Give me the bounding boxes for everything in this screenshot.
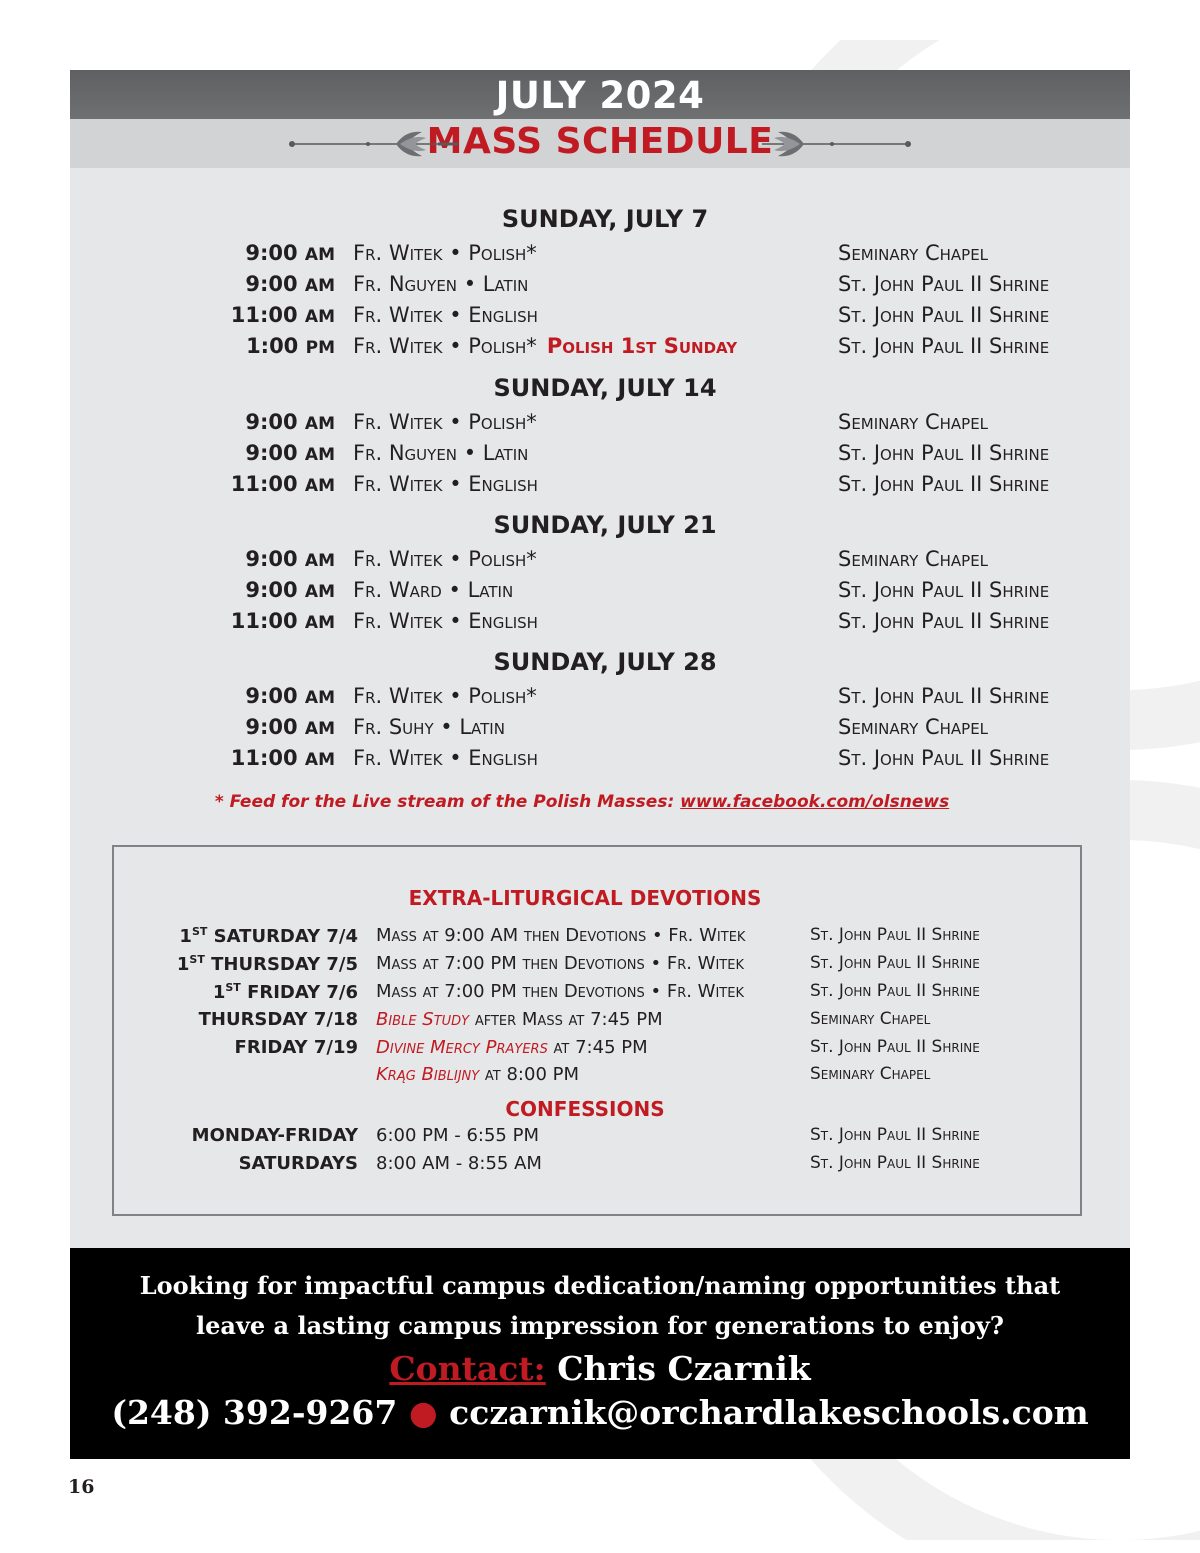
mass-time: 9:00 AM xyxy=(245,684,335,708)
devotion-row xyxy=(0,953,1200,979)
mass-row xyxy=(0,441,1200,471)
livestream-note: * Feed for the Live stream of the Polish Masses: www.facebook.com/olsnews xyxy=(214,792,950,812)
promo-contact xyxy=(70,1349,1130,1388)
mass-row xyxy=(0,715,1200,745)
month-title: JULY 2024 xyxy=(495,74,705,117)
facebook-link[interactable]: www.facebook.com/olsnews xyxy=(680,792,950,812)
mass-row xyxy=(0,609,1200,639)
devotion-location: Seminary Chapel xyxy=(810,1009,931,1029)
mass-row xyxy=(0,410,1200,440)
left-ornament-icon xyxy=(288,124,508,164)
contact-phone[interactable]: (248) 392-9267 xyxy=(111,1393,398,1432)
devotion-row xyxy=(0,1009,1200,1035)
mass-celebrant: Fr. Ward • Latin xyxy=(353,578,514,602)
mass-celebrant: Fr. Witek • Polish* xyxy=(353,684,537,708)
mass-time: 9:00 AM xyxy=(245,272,335,296)
devotion-label: 1ST FRIDAY 7/6 xyxy=(212,981,358,1003)
promo-banner xyxy=(70,1248,1130,1459)
devotion-desc: Mass at 9:00 AM then Devotions • Fr. Witek xyxy=(376,925,746,946)
mass-row xyxy=(0,334,1200,364)
mass-time: 11:00 AM xyxy=(230,303,335,327)
mass-time: 9:00 AM xyxy=(245,578,335,602)
day-heading: SUNDAY, JULY 14 xyxy=(493,374,717,402)
mass-celebrant: Fr. Suhy • Latin xyxy=(353,715,505,739)
confession-time: 6:00 PM - 6:55 PM xyxy=(376,1125,539,1146)
day-heading: SUNDAY, JULY 21 xyxy=(493,511,717,539)
devotion-label: 1ST THURSDAY 7/5 xyxy=(176,953,358,975)
mass-time: 11:00 AM xyxy=(230,746,335,770)
mass-celebrant: Fr. Witek • Polish* xyxy=(353,241,537,265)
devotion-location: Seminary Chapel xyxy=(810,1064,931,1084)
mass-celebrant: Fr. Witek • English xyxy=(353,303,538,327)
mass-celebrant: Fr. Witek • English xyxy=(353,609,538,633)
mass-row xyxy=(0,241,1200,271)
mass-time: 11:00 AM xyxy=(230,609,335,633)
confession-label: SATURDAYS xyxy=(238,1153,358,1174)
mass-location: Seminary Chapel xyxy=(838,715,989,739)
mass-location: St. John Paul II Shrine xyxy=(838,472,1050,496)
mass-row xyxy=(0,547,1200,577)
right-ornament-icon xyxy=(692,124,912,164)
mass-location: St. John Paul II Shrine xyxy=(838,746,1050,770)
mass-celebrant: Fr. Witek • Polish* xyxy=(353,547,537,571)
mass-time: 11:00 AM xyxy=(230,472,335,496)
devotion-row xyxy=(0,1064,1200,1090)
mass-row xyxy=(0,684,1200,714)
mass-celebrant: Fr. Nguyen • Latin xyxy=(353,441,529,465)
mass-row xyxy=(0,472,1200,502)
mass-time: 9:00 AM xyxy=(245,715,335,739)
mass-location: St. John Paul II Shrine xyxy=(838,684,1050,708)
devotion-desc: Bible Study after Mass at 7:45 PM xyxy=(376,1009,663,1030)
mass-row xyxy=(0,578,1200,608)
confession-location: St. John Paul II Shrine xyxy=(810,1153,980,1173)
mass-celebrant: Fr. Witek • Polish* Polish 1st Sunday xyxy=(353,334,738,358)
bullet-icon: ● xyxy=(408,1393,438,1432)
devotion-row xyxy=(0,925,1200,951)
mass-time: 9:00 AM xyxy=(245,441,335,465)
mass-time: 9:00 AM xyxy=(245,547,335,571)
devotion-desc: Mass at 7:00 PM then Devotions • Fr. Witek xyxy=(376,981,744,1002)
title-banner xyxy=(70,119,1130,168)
confession-time: 8:00 AM - 8:55 AM xyxy=(376,1153,542,1174)
mass-location: St. John Paul II Shrine xyxy=(838,578,1050,602)
mass-location: Seminary Chapel xyxy=(838,410,989,434)
mass-location: St. John Paul II Shrine xyxy=(838,334,1050,358)
devotion-desc: Krąg Biblijny at 8:00 PM xyxy=(376,1064,579,1085)
devotion-location: St. John Paul II Shrine xyxy=(810,953,980,973)
mass-location: St. John Paul II Shrine xyxy=(838,272,1050,296)
devotion-row xyxy=(0,981,1200,1007)
confessions-title: CONFESSIONS xyxy=(505,1097,665,1121)
mass-location: St. John Paul II Shrine xyxy=(838,609,1050,633)
mass-row xyxy=(0,272,1200,302)
mass-celebrant: Fr. Witek • English xyxy=(353,746,538,770)
devotion-label: 1ST SATURDAY 7/4 xyxy=(179,925,358,947)
contact-label: Contact: xyxy=(389,1349,546,1388)
mass-celebrant: Fr. Nguyen • Latin xyxy=(353,272,529,296)
schedule-title: MASS SCHEDULE xyxy=(426,121,774,162)
mass-location: St. John Paul II Shrine xyxy=(838,303,1050,327)
devotions-title: EXTRA-LITURGICAL DEVOTIONS xyxy=(408,886,762,910)
day-heading: SUNDAY, JULY 7 xyxy=(501,205,709,233)
contact-email[interactable]: cczarnik@orchardlakeschools.com xyxy=(449,1393,1089,1432)
devotion-location: St. John Paul II Shrine xyxy=(810,1037,980,1057)
confession-row xyxy=(0,1153,1200,1179)
mass-time: 1:00 PM xyxy=(246,334,335,358)
confession-label: MONDAY-FRIDAY xyxy=(191,1125,358,1146)
day-heading: SUNDAY, JULY 28 xyxy=(493,648,717,676)
mass-celebrant: Fr. Witek • Polish* xyxy=(353,410,537,434)
devotion-desc: Mass at 7:00 PM then Devotions • Fr. Witek xyxy=(376,953,744,974)
devotion-location: St. John Paul II Shrine xyxy=(810,925,980,945)
mass-note: Polish 1st Sunday xyxy=(546,334,738,358)
mass-location: St. John Paul II Shrine xyxy=(838,441,1050,465)
contact-name: Chris Czarnik xyxy=(545,1349,811,1388)
promo-text: Looking for impactful campus dedication/naming opportunities that leave a lasting campus impression for generations to enjoy? xyxy=(139,1271,1061,1340)
page-number: 16 xyxy=(68,1476,95,1498)
devotion-label: FRIDAY 7/19 xyxy=(234,1037,358,1058)
devotion-label: THURSDAY 7/18 xyxy=(198,1009,358,1030)
mass-location: Seminary Chapel xyxy=(838,241,989,265)
devotion-desc: Divine Mercy Prayers at 7:45 PM xyxy=(376,1037,648,1058)
mass-time: 9:00 AM xyxy=(245,241,335,265)
mass-row xyxy=(0,303,1200,333)
promo-phone-email xyxy=(70,1393,1130,1432)
confession-row xyxy=(0,1125,1200,1151)
mass-celebrant: Fr. Witek • English xyxy=(353,472,538,496)
devotion-location: St. John Paul II Shrine xyxy=(810,981,980,1001)
month-banner xyxy=(70,70,1130,119)
mass-location: Seminary Chapel xyxy=(838,547,989,571)
devotion-row xyxy=(0,1037,1200,1063)
mass-time: 9:00 AM xyxy=(245,410,335,434)
mass-row xyxy=(0,746,1200,776)
confession-location: St. John Paul II Shrine xyxy=(810,1125,980,1145)
